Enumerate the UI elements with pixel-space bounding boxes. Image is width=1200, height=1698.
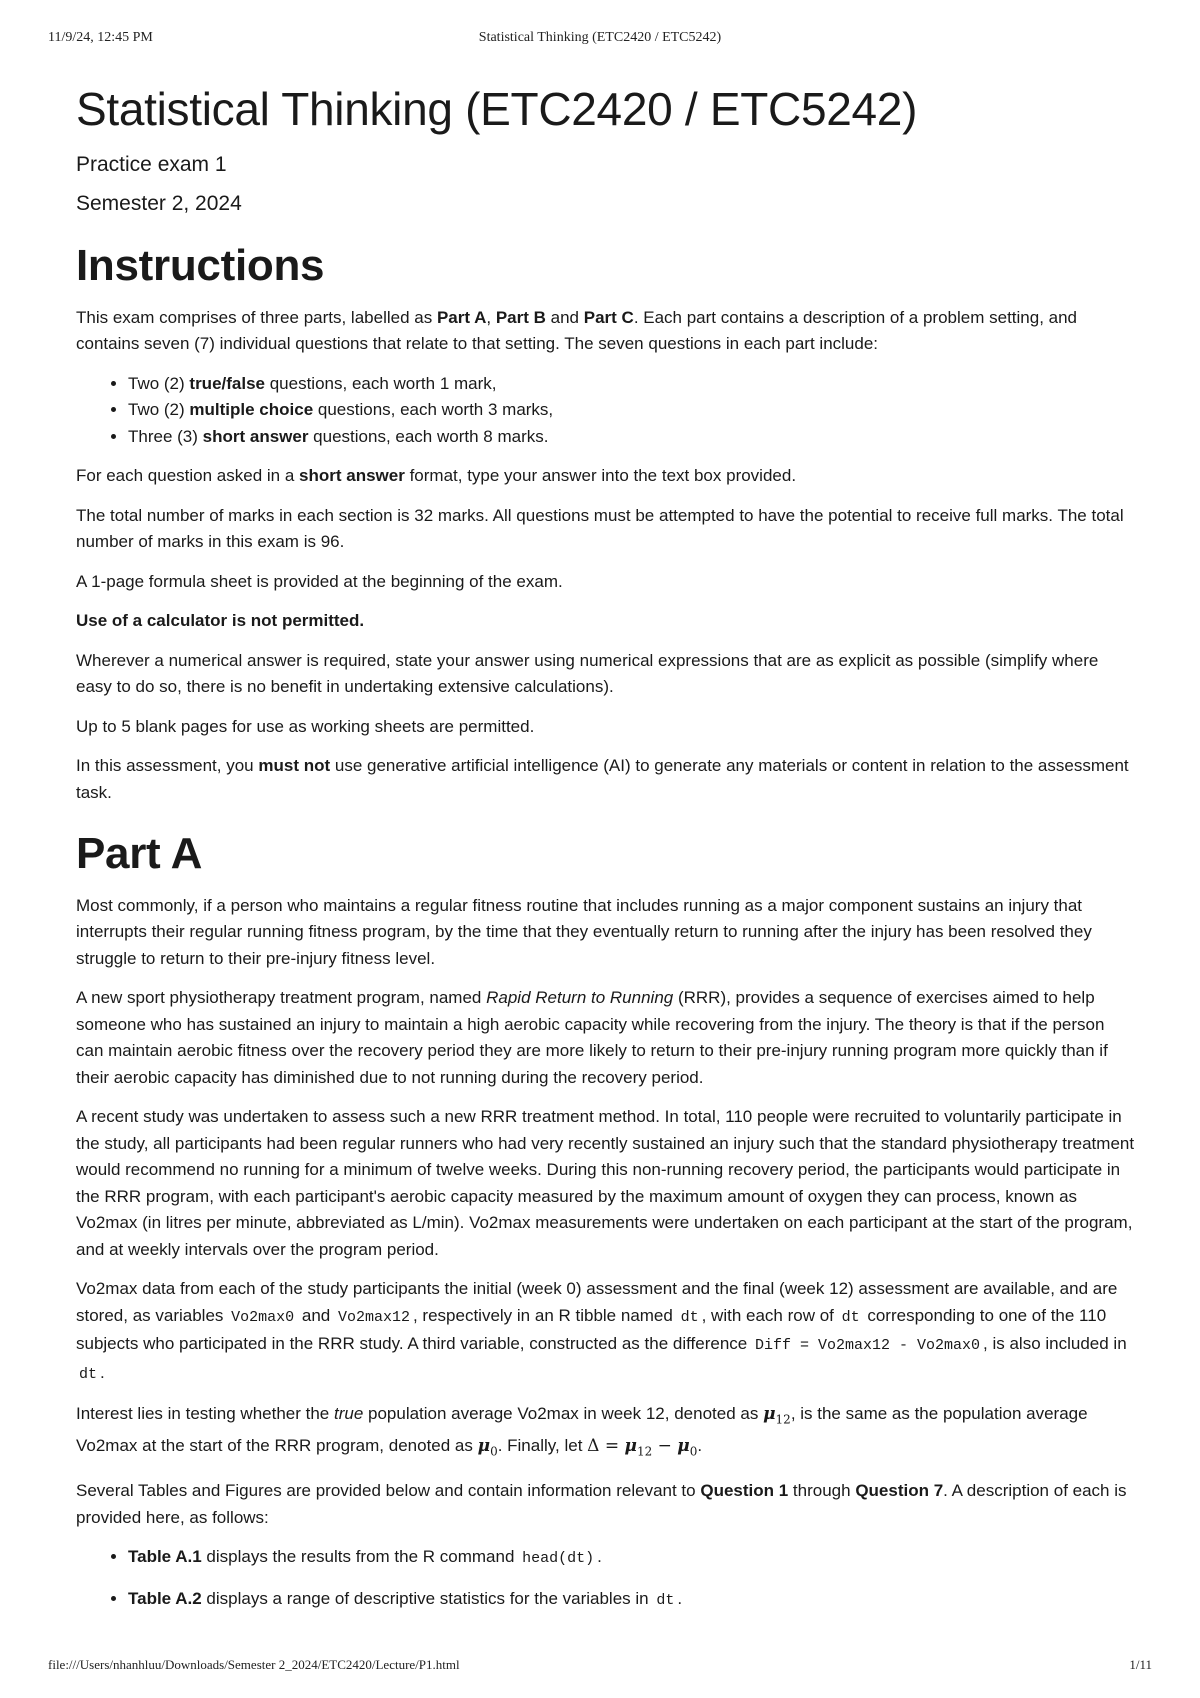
math-mu12: $\mu_{12}$	[763, 1404, 791, 1427]
calculator-note: Use of a calculator is not permitted.	[76, 611, 365, 631]
file-path: file:///Users/nhanhluu/Downloads/Semester 2_2024/ETC2420/Lecture/P1.html	[48, 1657, 460, 1672]
part-a-paragraph: A new sport physiotherapy treatment program, named Rapid Return to Running (RRR), provides a sequence of exercises aimed to help someone who has sustained an injury to maintain a high aerobic capacity while recovering from the injury. The theory is that if the person can maintain aerobic fitness over the recovery period they are more likely to return to their pre-injury running program more quickly than if their aerobic capacity has diminished due to not running during the recovery period.	[76, 988, 1108, 1087]
list-item: • Table A.2 displays a range of descriptive statistics for the variables in dt .	[128, 1586, 1136, 1615]
print-title: Statistical Thinking (ETC2420 / ETC5242)	[478, 30, 722, 45]
part-a-paragraph: A recent study was undertaken to assess such a new RRR treatment method. In total, 110 people were recruited to voluntarily participate in the study, all participants had been regular runners who had very recently sustained an injury such that the standard physiotherapy treatment would recommend no running for a minimum of twelve weeks. During this non-running recovery period, the participants would participate in the RRR program, with each participant's aerobic capacity measured by the maximum amount of oxygen they can process, known as Vo2max (in litres per minute, abbreviated as L/min). Vo2max measurements were undertaken on each participant at the start of the program, and at weekly intervals over the program period.	[76, 1107, 1135, 1259]
tables-description-list	[76, 1544, 1136, 1614]
numerical-answer-note: Wherever a numerical answer is required, state your answer using numerical expressions that are as explicit as possible (simplify where easy to do so, there is no benefit in undertaking extensive calculations).	[76, 650, 1099, 697]
short-answer-note: For each question asked in a short answer format, type your answer into the text box provided.	[76, 466, 797, 486]
blank-pages-note: Up to 5 blank pages for use as working sheets are permitted.	[76, 716, 535, 736]
part-a-paragraph: Vo2max data from each of the study participants the initial (week 0) assessment and the final (week 12) assessment are available, and are stored, as variables Vo2max0 and Vo2max12 , respectively in an R tibble named dt , with each row of dt corresponding to one of the 110 subjects who participated in the RRR study. A third variable, constructed as the difference Diff = Vo2max12 - Vo2max0 , is also included in dt .	[76, 1279, 1127, 1383]
subtitle-semester: Semester 2, 2024	[76, 192, 242, 216]
math-delta-equation: $\Delta = \mu_{12} - \mu_0$	[587, 1436, 698, 1459]
document-title: Statistical Thinking (ETC2420 / ETC5242)	[76, 83, 918, 135]
page-number: 1/11	[1129, 1657, 1152, 1672]
print-date: 11/9/24, 12:45 PM	[48, 30, 153, 45]
list-item: • Three (3) short answer questions, each worth 8 marks.	[128, 424, 1136, 451]
subtitle-exam: Practice exam 1	[76, 153, 227, 177]
instructions-intro: This exam comprises of three parts, labelled as Part A, Part B and Part C. Each part contains a description of a problem setting, and contains seven (7) individual questions that relate to that setting. The seven questions in each part include:	[76, 307, 1078, 354]
list-item: • Table A.1 displays the results from the R command head(dt) .	[128, 1544, 1136, 1573]
print-footer	[48, 1657, 1152, 1677]
part-a-paragraph: Most commonly, if a person who maintains a regular fitness routine that includes running as a major component sustains an injury that interrupts their regular running fitness program, by the time that they eventually return to running after the injury has been resolved they struggle to return to their pre-injury fitness level.	[76, 895, 1092, 968]
part-a-heading: Part A	[76, 829, 203, 879]
print-header	[48, 30, 1152, 50]
list-item: • Two (2) multiple choice questions, each worth 3 marks,	[128, 397, 1136, 424]
ai-policy-note: In this assessment, you must not use generative artificial intelligence (AI) to generate any materials or content in relation to the assessment task.	[76, 756, 1129, 802]
formula-sheet-note: A 1-page formula sheet is provided at the beginning of the exam.	[76, 571, 563, 591]
instructions-heading: Instructions	[76, 240, 325, 290]
marks-note: The total number of marks in each section is 32 marks. All questions must be attempted to have the potential to receive full marks. The total number of marks in this exam is 96.	[76, 505, 1124, 552]
math-mu0: $\mu_0$	[477, 1436, 498, 1459]
document-body	[76, 82, 1136, 1627]
part-a-paragraph: Interest lies in testing whether the true population average Vo2max in week 12, denoted as $\mu_{12}$, is the same as the population average Vo2max at the start of the RRR program, denoted as $\mu_0$. Finally, let $\Delta = \mu_{12} - \mu_0$.	[76, 1404, 1088, 1459]
question-types-list	[76, 371, 1136, 451]
list-item: • Two (2) true/false questions, each worth 1 mark,	[128, 371, 1136, 398]
part-a-paragraph: Several Tables and Figures are provided below and contain information relevant to Question 1 through Question 7. A description of each is provided here, as follows:	[76, 1481, 1127, 1527]
